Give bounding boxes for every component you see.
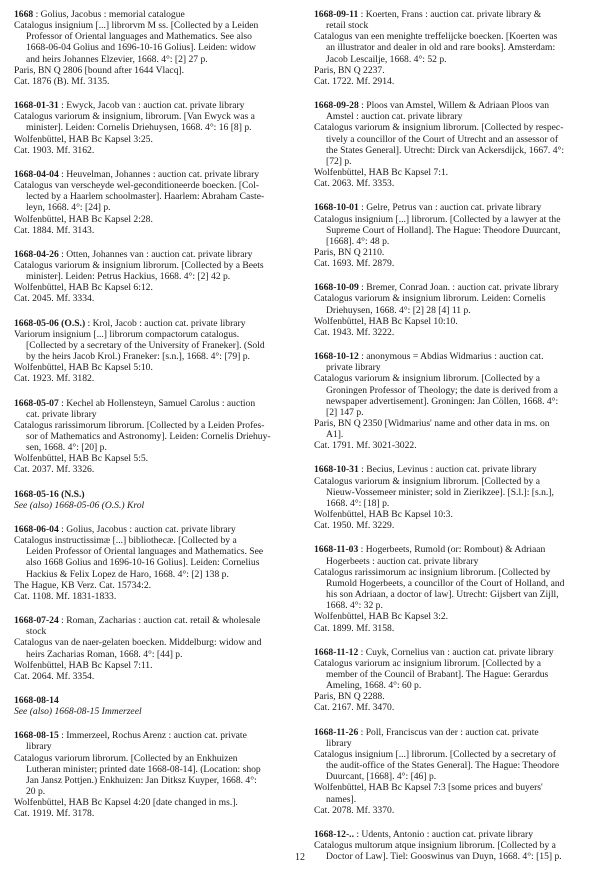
entry-line: retail stock	[326, 20, 369, 32]
entry-line: Cat. 2063. Mf. 3353.	[314, 178, 395, 190]
entry-heading	[14, 524, 286, 535]
catalogue-entry	[314, 464, 586, 531]
entry-date-id: 1668-05-06 (O.S.)	[14, 317, 86, 329]
entry-line: Catalogus variorum & insignium librorum. Leiden: Cornelis	[314, 293, 546, 305]
catalogue-entry	[14, 489, 286, 511]
entry-heading	[14, 100, 286, 111]
entry-line: leyn, 1668. 4°: [24] p.	[26, 202, 111, 214]
entry-line: Wolfenbüttel, HAB Bc Kapsel 6:12.	[14, 282, 153, 294]
entry-line: minister]. Leiden: Cornelis Driehuysen, 1668. 4°: 16 [8] p.	[26, 122, 252, 134]
entry-line: Catalogus instructissimæ [...] bibliothecæ. [Collected by a	[14, 535, 237, 547]
catalogue-entry	[14, 695, 286, 717]
entry-line: Wolfenbüttel, HAB Bc Kapsel 10:3.	[314, 509, 453, 521]
entry-line: Ameling, 1668. 4°: 60 p.	[326, 680, 422, 692]
entry-date-id: 1668-10-31	[314, 464, 359, 476]
entry-line: Catalogus van verscheyde wel-geconditioneerde boecken. [Col-	[14, 180, 260, 192]
entry-heading-text: : Heuvelman, Johannes : auction cat. private library	[58, 168, 260, 180]
entry-line: Variorum insignium [...] librorum compactorum catalogus.	[14, 328, 240, 340]
entry-line: Cat. 2064. Mf. 3354.	[14, 670, 95, 682]
entry-line: cat. private library	[26, 408, 97, 420]
entry-date-id: 1668-08-14	[14, 694, 59, 706]
entry-line: newspaper advertisement]. Groningen: Jan Cöllen, 1668. 4°:	[326, 395, 559, 407]
entry-line: Supreme Court of Holland]. The Hague: Theodore Duurcant,	[326, 224, 561, 236]
entry-date-id: 1668-12-..	[314, 828, 354, 840]
entry-heading	[314, 351, 586, 362]
entry-line: Paris, BN Q 2237.	[314, 64, 385, 76]
entry-line: Leiden Professor of Oriental languages and Mathematics. See	[26, 546, 264, 558]
entry-line: Cat. 1950. Mf. 3229.	[314, 520, 395, 532]
entry-line: the audit-office of the States General]. The Hague: Theodore	[326, 760, 560, 772]
entry-date-id: 1668-04-04	[14, 168, 59, 180]
entry-line: Catalogus variorum librorum. [Collected by an Enkhuizen	[14, 752, 238, 764]
entry-line: Rumold Hogerbeets, a councillor of the Court of Holland, and	[326, 577, 565, 589]
entry-line: Hogerbeets : auction cat. private library	[326, 555, 479, 567]
entry-heading	[14, 398, 286, 409]
entry-date-id: 1668-05-16 (N.S.)	[14, 488, 85, 500]
entry-line: Duurcant, [1668]. 4°: [46] p.	[326, 771, 437, 783]
entry-heading-text: : Becius, Levinus : auction cat. private library	[358, 464, 537, 476]
entry-line: Cat. 1722. Mf. 2914.	[314, 75, 395, 87]
entry-line: 1668. 4°: 32 p.	[326, 600, 383, 612]
entry-heading	[314, 544, 586, 555]
entry-line: Doctor of Law]. Tiel: Gooswinus van Duyn, 1668. 4°: [15] p.	[326, 851, 562, 863]
right-column	[314, 9, 586, 875]
entry-line: Catalogus van de naer-gelaten boecken. Middelburg: widow and	[14, 637, 262, 649]
entry-line: Groningen Professor of Theology; the date is derived from a	[326, 384, 558, 396]
entry-line: See (also) 1668-05-06 (O.S.) Krol	[14, 499, 145, 511]
entry-line: Cat. 1693. Mf. 2879.	[314, 258, 395, 270]
entry-line: sen, 1668. 4°: [20] p.	[26, 442, 107, 454]
entry-line: member of the Council of Brabant]. The Hague: Gerardus	[326, 668, 549, 680]
entry-heading	[314, 9, 586, 20]
entry-line: Wolfenbüttel, HAB Bc Kapsel 3:2.	[314, 611, 449, 623]
entry-date-id: 1668-11-26	[314, 726, 359, 738]
entry-heading-text: : Golius, Jacobus : auction cat. private library	[58, 523, 236, 535]
entry-line: lected by a Haarlem schoolmaster]. Haarlem: Abraham Caste-	[26, 191, 265, 203]
catalogue-entry	[14, 615, 286, 682]
entry-line: Jan Jansz Pottjen.) Enkhuizen: Jan Ditksz Kuyper, 1668. 4°:	[26, 774, 257, 786]
catalogue-entry	[14, 249, 286, 305]
entry-line: [2] 147 p.	[326, 406, 364, 418]
entry-heading-text: : Hogerbeets, Rumold (or: Rombout) & Adriaan	[358, 544, 546, 556]
catalogue-entry	[14, 730, 286, 819]
entry-line: Catalogus variorum & insignium librorum. [Collected by a	[314, 475, 540, 487]
entry-heading-text: : Gelre, Petrus van : auction cat. private library	[358, 202, 542, 214]
entry-line: Cat. 1919. Mf. 3178.	[14, 808, 95, 820]
entry-line: an illustrator and dealer in old and rare books]. Amsterdam:	[326, 42, 556, 54]
entry-line: private library	[326, 362, 381, 374]
entry-date-id: 1668-08-15	[14, 730, 59, 742]
entry-date-id: 1668-10-09	[314, 282, 359, 294]
entry-heading-text: : Ewyck, Jacob van : auction cat. private library	[58, 100, 245, 112]
entry-heading	[14, 318, 286, 329]
entry-heading	[314, 464, 586, 475]
entry-heading-text: : Cuyk, Cornelius van : auction cat. private library	[358, 646, 554, 658]
entry-heading-text: : Immerzeel, Rochus Arenz : auction cat. private	[58, 730, 247, 742]
entry-heading	[14, 730, 286, 741]
entry-line: Professor of Oriental languages and Mathematics. See also	[26, 31, 252, 43]
entry-line: Catalogus multorum atque insignium librorum. [Collected by a	[314, 840, 556, 851]
entry-date-id: 1668-10-12	[314, 351, 359, 363]
entry-line: Wolfenbüttel, HAB Bc Kapsel 10:10.	[314, 315, 458, 327]
catalogue-entry	[14, 398, 286, 476]
entry-line: Cat. 1876 (B). Mf. 3135.	[14, 75, 110, 87]
catalogue-entry	[14, 169, 286, 236]
entry-heading-text: : Kechel ab Hollensteyn, Samuel Carolus : auction	[58, 397, 256, 409]
entry-date-id: 1668-04-26	[14, 248, 59, 260]
entry-date-id: 1668-05-07	[14, 397, 59, 409]
entry-line: Cat. 1943. Mf. 3222.	[314, 326, 395, 338]
entry-line: and heirs Johannes Elzevier, 1668. 4°: [2] 27 p.	[26, 53, 208, 65]
entry-line: Amstel : auction cat. private library	[326, 111, 463, 123]
entry-line: Catalogus rarissimorum librorum. [Collected by a Leiden Profes-	[14, 419, 265, 431]
entry-date-id: 1668-07-24	[14, 615, 59, 627]
entry-line: Jacob Lescailje, 1668. 4°: 52 p.	[326, 53, 447, 65]
left-column	[14, 9, 286, 833]
entry-line: Cat. 1903. Mf. 3162.	[14, 144, 95, 156]
catalogue-entry	[314, 9, 586, 87]
entry-heading	[14, 9, 286, 20]
entry-line: Catalogus insignium [...] librorvm M ss. [Collected by a Leiden	[14, 20, 259, 32]
entry-line: Wolfenbüttel, HAB Bc Kapsel 2:28.	[14, 213, 153, 225]
entry-line: Hackius & Felix Lopez de Haro, 1668. 4°: [2] 138 p.	[26, 568, 229, 580]
entry-date-id: 1668	[14, 9, 34, 20]
entry-heading	[314, 829, 586, 840]
entry-heading	[14, 615, 286, 626]
entry-line: his son Adriaan, a doctor of law]. Utrecht: Gijsbert van Zijll,	[326, 589, 559, 601]
entry-line: Catalogus variorum & insignium librorum. [Collected by a Beets	[14, 259, 264, 271]
entry-heading-text: : Koerten, Frans : auction cat. private library &	[358, 9, 542, 20]
entry-date-id: 1668-10-01	[314, 202, 359, 214]
entry-line: Cat. 1791. Mf. 3021-3022.	[314, 440, 417, 452]
entry-heading-text: : Udents, Antonio : auction cat. private library	[353, 828, 534, 840]
entry-heading-text: : Bremer, Conrad Joan. : auction cat. private library	[358, 282, 559, 294]
entry-line: Catalogus insignium [...] librorum. [Collected by a secretary of	[314, 748, 556, 760]
entry-line: Lutheran minister; printed date 1668-08-14]. (Location: shop	[26, 763, 261, 775]
entry-line: See (also) 1668-08-15 Immerzeel	[14, 706, 142, 718]
entry-heading	[314, 727, 586, 738]
entry-line: Cat. 2045. Mf. 3334.	[14, 293, 95, 305]
entry-line: Catalogus variorum & insignium librorum. [Collected by a	[314, 373, 540, 385]
catalogue-entry	[314, 202, 586, 269]
entry-line: Paris, BN Q 2110.	[314, 246, 385, 258]
entry-heading	[314, 282, 586, 293]
entry-heading-text: : Roman, Zacharias : auction cat. retail & wholesale	[58, 615, 261, 627]
entry-heading	[14, 489, 286, 500]
entry-heading	[14, 249, 286, 260]
entry-line: Paris, BN Q 2288.	[314, 691, 385, 703]
entry-heading-text: : Krol, Jacob : auction cat. private library	[85, 317, 246, 329]
catalogue-entry	[314, 727, 586, 816]
entry-line: [Collected by a secretary of the University of Franeker]. (Sold	[26, 339, 265, 351]
page-number: 12	[295, 852, 305, 863]
entry-line: Wolfenbüttel, HAB Bc Kapsel 5:10.	[14, 362, 153, 374]
entry-heading	[314, 202, 586, 213]
entry-date-id: 1668-06-04	[14, 523, 59, 535]
entry-heading-text: : Poll, Franciscus van der : auction cat. private	[358, 726, 539, 738]
entry-heading-text: : anonymous = Abdias Widmarius : auction cat.	[358, 351, 544, 363]
entry-line: Driehuysen, 1668. 4°: [2] 28 [4] 11 p.	[326, 304, 471, 316]
entry-line: Cat. 2037. Mf. 3326.	[14, 464, 95, 476]
catalogue-entry	[14, 524, 286, 602]
entry-date-id: 1668-01-31	[14, 100, 59, 112]
entry-line: [1668]. 4°: 48 p.	[326, 235, 390, 247]
entry-line: 1668-06-04 Golius and 1696-10-16 Golius]. Leiden: widow	[26, 42, 256, 54]
catalogue-entry	[314, 351, 586, 451]
catalogue-entry	[314, 282, 586, 338]
entry-line: names].	[326, 793, 357, 805]
catalogue-entry	[314, 647, 586, 714]
entry-line: Cat. 1923. Mf. 3182.	[14, 373, 95, 385]
catalogue-entry	[314, 100, 586, 189]
entry-line: heirs Zacharias Roman, 1668. 4°: [44] p.	[26, 648, 183, 660]
entry-line: Cat. 2078. Mf. 3370.	[314, 804, 395, 816]
entry-line: Cat. 1884. Mf. 3143.	[14, 224, 95, 236]
entry-line: [72] p.	[326, 155, 352, 167]
entry-line: the States General]. Utrecht: Dirck van Ackersdijck, 1667. 4°:	[326, 144, 565, 156]
entry-heading	[14, 695, 286, 706]
entry-line: Catalogus insignium [...] librorum. [Collected by a lawyer at the	[314, 213, 561, 225]
entry-line: Wolfenbüttel, HAB Bc Kapsel 7:3 [some prices and buyers'	[314, 782, 543, 794]
entry-date-id: 1668-09-28	[314, 100, 359, 112]
entry-line: tively a councillor of the Court of Utrecht and an assessor of	[326, 133, 559, 145]
entry-line: Paris, BN Q 2350 [Widmarius' name and other data in ms. on	[314, 418, 550, 429]
entry-line: Cat. 1899. Mf. 3158.	[314, 622, 395, 634]
entry-line: stock	[26, 626, 47, 638]
entry-line: Wolfenbüttel, HAB Bc Kapsel 7:11.	[14, 659, 153, 671]
entry-line: A1].	[326, 429, 344, 441]
entry-heading	[314, 100, 586, 111]
entry-line: Catalogus variorum & insignium, librorum. [Van Ewyck was a	[14, 111, 255, 123]
entry-line: library	[326, 737, 352, 749]
entry-date-id: 1668-11-03	[314, 544, 359, 556]
entry-heading-text: : Otten, Johannes van : auction cat. private library	[58, 248, 253, 260]
entry-line: Catalogus variorum ac insignium librorum. [Collected by a	[314, 657, 542, 669]
entry-line: Catalogus van een menighte treffelijcke boecken. [Koerten was	[314, 31, 558, 43]
entry-line: Paris, BN Q 2806 [bound after 1644 Vlacq].	[14, 64, 185, 76]
catalogue-entry	[314, 544, 586, 633]
entry-line: minister]. Leiden: Petrus Hackius, 1668. 4°: [2] 42 p.	[26, 271, 231, 283]
entry-line: 20 p.	[26, 786, 46, 798]
entry-line: 1668. 4°: [18] p.	[326, 497, 390, 509]
entry-line: Wolfenbüttel, HAB Bc Kapsel 5:5.	[14, 453, 149, 465]
entry-date-id: 1668-11-12	[314, 646, 359, 658]
entry-line: Cat. 2167. Mf. 3470.	[314, 702, 395, 714]
entry-line: library	[26, 741, 52, 753]
entry-date-id: 1668-09-11	[314, 9, 359, 20]
entry-heading-text: : Golius, Jacobus : memorial catalogue	[33, 9, 185, 20]
catalogue-entry	[14, 9, 286, 87]
entry-line: Cat. 1108. Mf. 1831-1833.	[14, 590, 117, 602]
catalogue-entry	[14, 318, 286, 385]
entry-heading-text: : Ploos van Amstel, Willem & Adriaan Ploos van	[358, 100, 550, 112]
entry-line: The Hague, KB Verz. Cat. 15734:2.	[14, 579, 152, 591]
entry-line: Nieuw-Vossemeer minister; sold in Zierikzee]. [S.l.]: [s.n.],	[326, 486, 554, 498]
entry-line: by the heirs Jacob Krol.) Franeker: [s.n.], 1668. 4°: [79] p.	[26, 351, 250, 363]
entry-line: Wolfenbüttel, HAB Bc Kapsel 7:1.	[314, 167, 449, 179]
entry-line: Catalogus rarissimorum ac insignium librorum. [Collected by	[314, 566, 551, 578]
entry-line: sor of Mathematics and Astronomy]. Leiden: Cornelis Driehuy-	[26, 431, 271, 442]
entry-heading	[14, 169, 286, 180]
catalogue-entry	[14, 100, 286, 156]
entry-line: Catalogus variorum & insignium librorum. [Collected by respec-	[314, 122, 564, 134]
entry-heading	[314, 647, 586, 658]
entry-line: Wolfenbüttel, HAB Bc Kapsel 3:25.	[14, 133, 153, 145]
entry-line: Wolfenbüttel, HAB Bc Kapsel 4:20 [date changed in ms.].	[14, 797, 238, 809]
entry-line: also 1668 Golius and 1696-10-16 Golius]. Leiden: Cornelius	[26, 557, 260, 569]
